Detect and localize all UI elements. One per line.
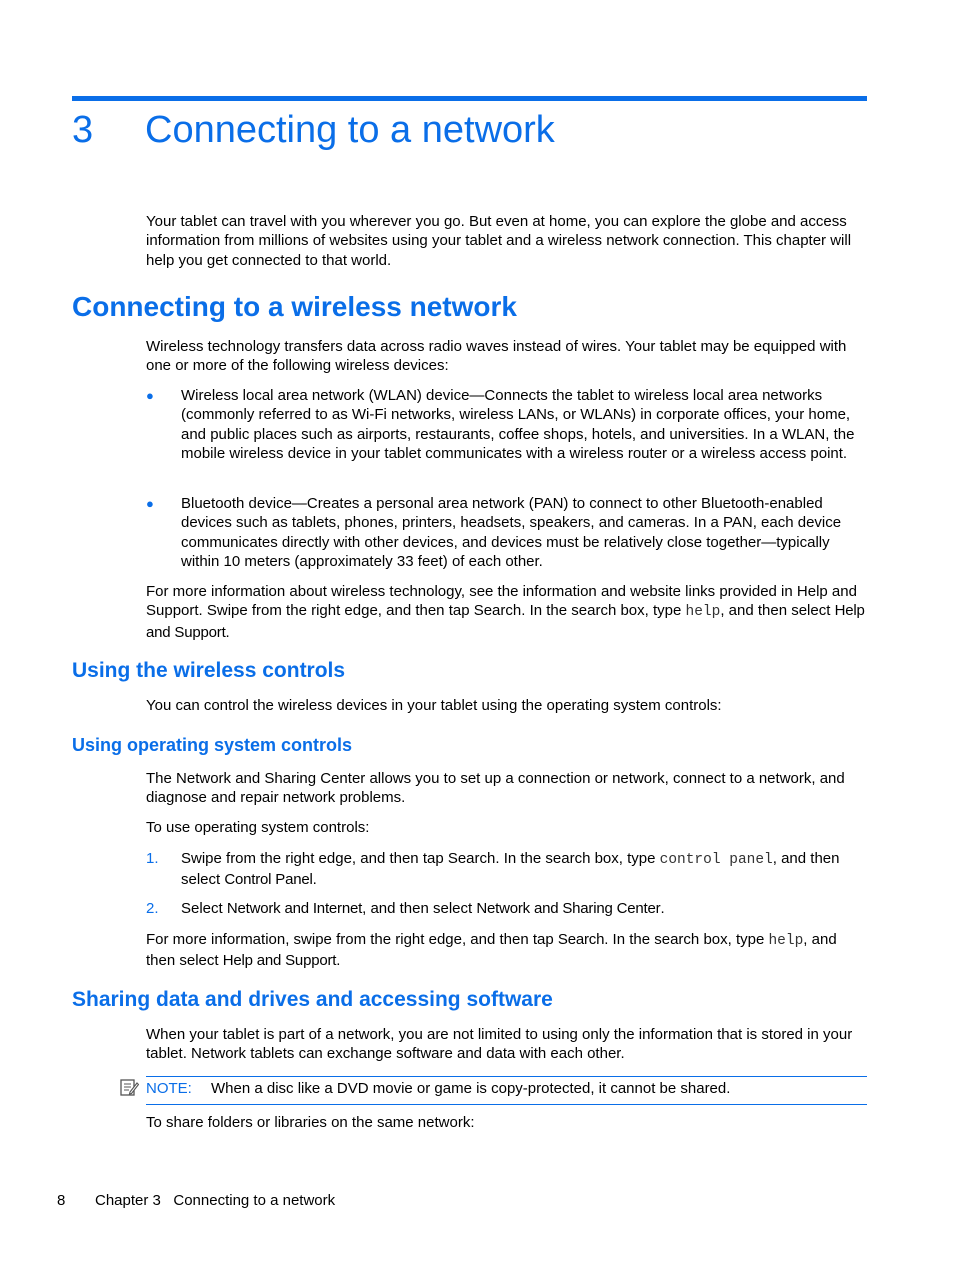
wireless-intro: Wireless technology transfers data across radio waves instead of wires. Your tablet may be equipped with one or more of the following wireless devices: <box>146 338 847 375</box>
heading-sharing: Sharing data and drives and accessing software <box>72 988 553 1011</box>
text-run: , and then select <box>181 850 840 889</box>
note-label: NOTE: <box>146 1080 192 1097</box>
note-icon <box>119 1077 139 1097</box>
step-2-text <box>181 899 870 918</box>
page-footer <box>57 1191 335 1211</box>
chapter-intro: Your tablet can travel with you wherever you go. But even at home, you can explore the globe and access information from millions of websites using your tablet and a wireless network connection. This chapter will help you get connected to that world. <box>146 213 852 269</box>
ui-network-and-internet: Network and Internet <box>226 900 363 917</box>
bullet-wlan-text: Wireless local area network (WLAN) device—Connects the tablet to wireless local area networks (commonly referred to as Wi-Fi networks, wireless LANs, or WLANs) in corporate offices, your home, and public places such as airports, restaurants, coffee shops, hotels, and universities. In a WLAN, the mobile wireless device in your tablet communicates with a wireless router or a wireless access point. <box>181 387 855 462</box>
text-run: Select <box>181 900 227 917</box>
step-1-text <box>181 849 870 890</box>
text-run: , and then select <box>720 602 835 620</box>
chapter-number: 3 <box>72 109 94 151</box>
ui-network-sharing-center: Network and Sharing Center <box>476 900 661 917</box>
os-more-info <box>146 930 870 971</box>
step-number: 2. <box>146 900 159 917</box>
note-text: When a disc like a DVD movie or game is copy-protected, it cannot be shared. <box>211 1080 731 1097</box>
text-run: . <box>336 952 341 970</box>
chapter-rule <box>72 96 867 101</box>
os-lead: To use operating system controls: <box>146 819 370 836</box>
code-control-panel: control panel <box>659 852 773 868</box>
text-run: For more information about wireless technology, see the information and website links provided in Help and Support. Swipe from the right edge, and then tap Search. In the search box, type <box>146 583 857 620</box>
heading-os-controls: Using operating system controls <box>72 735 353 755</box>
bullet-bluetooth-text: Bluetooth device—Creates a personal area network (PAN) to connect to other Bluetooth-enabled devices such as tablets, phones, printers, headsets, speakers, and cameras. In a PAN, each device communicates directly with other devices, and devices must be relatively close together—typically within 10 meters (approximately 33 feet) of each other. <box>181 495 842 570</box>
bullet-bluetooth <box>146 494 870 571</box>
ui-control-panel: Control Panel <box>224 871 313 889</box>
bullet-marker: ● <box>146 496 154 511</box>
heading-wireless-controls: Using the wireless controls <box>72 659 346 682</box>
text-run: . <box>225 623 230 641</box>
bullet-wlan <box>146 386 870 463</box>
sharing-lead: To share folders or libraries on the same network: <box>146 1114 475 1131</box>
chapter-title <box>72 104 555 156</box>
note-box <box>146 1076 867 1105</box>
text-run: . <box>660 900 665 917</box>
code-help: help <box>685 604 721 621</box>
text-run: For more information, swipe from the right edge, and then tap <box>146 931 558 948</box>
text-run: . <box>312 871 317 889</box>
ui-help-and-support: Help and Support <box>222 952 337 970</box>
wireless-more-info <box>146 582 870 642</box>
text-run: Swipe from the right edge, and then tap Search. In the search box, type <box>181 850 660 867</box>
code-help: help <box>768 933 804 949</box>
controls-intro: You can control the wireless devices in your tablet using the operating system controls: <box>146 697 722 714</box>
ui-help-and-support: Help and Support <box>146 602 865 641</box>
os-intro: The Network and Sharing Center allows you to set up a connection or network, connect to a network, and diagnose and repair network problems. <box>146 770 845 807</box>
bullet-marker: ● <box>146 388 154 403</box>
chapter-title-text: Connecting to a network <box>145 109 555 151</box>
text-run: , and then select <box>146 931 837 970</box>
ui-search: Search <box>557 931 605 948</box>
text-run: . In the search box, type <box>604 931 769 948</box>
step-2 <box>146 899 870 918</box>
step-1 <box>146 849 870 890</box>
step-number: 1. <box>146 850 159 867</box>
text-run: , and then select <box>362 900 477 917</box>
page-number: 8 <box>57 1192 66 1209</box>
sharing-intro: When your tablet is part of a network, you are not limited to using only the information that is stored in your tablet. Network tablets can exchange software and data with each other. <box>146 1026 853 1063</box>
footer-chapter-label: Chapter 3 Connecting to a network <box>95 1192 336 1209</box>
heading-wireless-network: Connecting to a wireless network <box>72 291 517 322</box>
